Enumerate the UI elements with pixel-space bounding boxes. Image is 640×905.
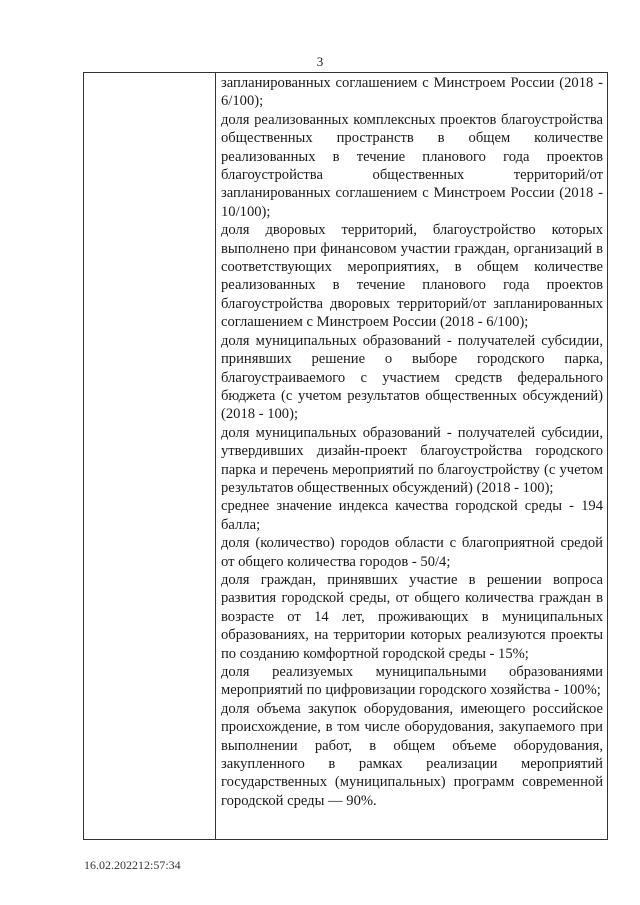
indicator-item: доля объема закупок оборудования, имеющего российское происхождение, в том числе оборудования, закупаемого при выполнении работ, в общем объеме оборудования, закупленного в рамках реализации мероприятий государственных (муниципальных) программ современной городской среды — 90%.	[221, 700, 603, 809]
indicator-item: доля граждан, принявших участие в решении вопроса развития городской среды, от общего количества граждан в возрасте от 14 лет, проживающих в муниципальных образованиях, на территории которых реализуются проекты по созданию комфортной городской среды - 15%;	[221, 571, 603, 662]
indicator-item: доля реализуемых муниципальными образованиями мероприятий по цифровизации городского хозяйства - 100%;	[221, 664, 603, 699]
indicator-item: среднее значение индекса качества городской среды - 194 балла;	[221, 498, 603, 533]
indicator-item: доля муниципальных образований - получателей субсидии, принявших решение о выборе городского парка, благоустраиваемого с участием средств федерального бюджета (с учетом результатов общественных обсуждений) (2018 - 100);	[221, 332, 603, 423]
indicator-item: доля реализованных комплексных проектов благоустройства общественных пространств в общем количестве реализованных в течение планового года проектов благоустройства общественных территорий/от запланированных соглашением с Минстроем России (2018 - 10/100);	[221, 111, 603, 220]
indicators-cell	[216, 73, 607, 810]
indicator-item: доля муниципальных образований - получателей субсидии, утвердивших дизайн-проект благоустройства городского парка и перечень мероприятий по благоустройству (с учетом результатов общественных обсуждений) (2018 - 100);	[221, 424, 603, 496]
footer-timestamp: 16.02.202212:57:34	[84, 858, 181, 872]
indicator-item: доля дворовых территорий, благоустройство которых выполнено при финансовом участии граждан, организаций в соответствующих мероприятиях, в общем количестве реализованных в течение планового года проектов благоустройства дворовых территорий/от запланированных соглашением с Минстроем России (2018 - 6/100);	[221, 222, 603, 331]
page-number: 3	[316, 54, 324, 69]
indicators-table	[83, 72, 608, 840]
indicator-item: запланированных соглашением с Минстроем России (2018 - 6/100);	[221, 75, 603, 110]
indicator-item: доля (количество) городов области с благоприятной средой от общего количества городов - 50/4;	[221, 535, 603, 570]
